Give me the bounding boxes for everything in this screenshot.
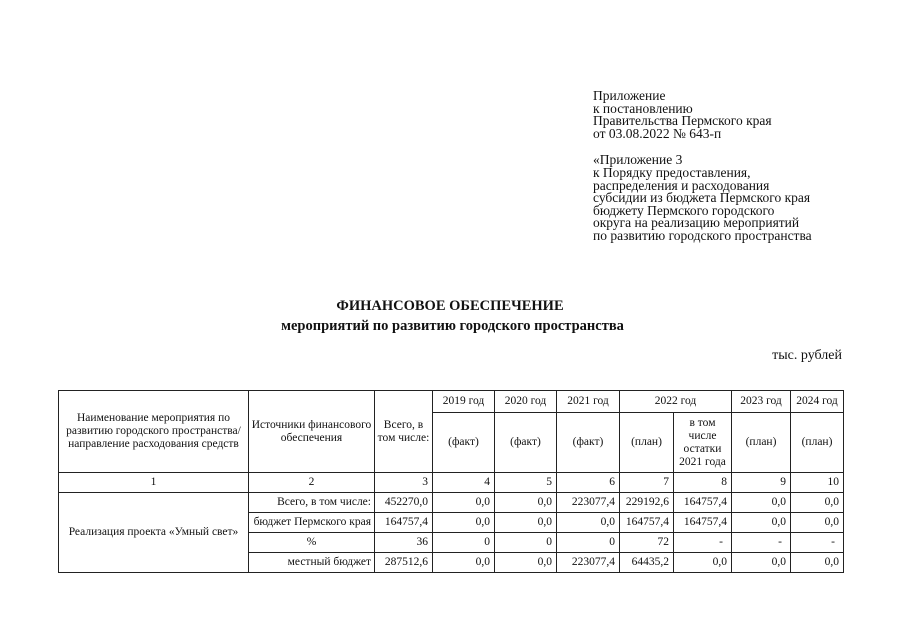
appendix-line: распределения и расходования bbox=[593, 177, 770, 193]
column-number: 10 bbox=[791, 473, 844, 493]
table-cell: 229192,6 bbox=[620, 493, 674, 513]
column-number: 2 bbox=[249, 473, 375, 493]
header-row-years bbox=[59, 391, 844, 413]
row-source: местный бюджет bbox=[249, 553, 375, 573]
table-cell: 0,0 bbox=[433, 513, 495, 533]
column-number: 1 bbox=[59, 473, 249, 493]
table-cell: 223077,4 bbox=[557, 553, 620, 573]
row-source: % bbox=[249, 533, 375, 553]
table-cell: 223077,4 bbox=[557, 493, 620, 513]
table-cell: 0 bbox=[495, 533, 557, 553]
header-remainder-2021: в том числе остатки 2021 года bbox=[674, 413, 732, 473]
table-cell: 164757,4 bbox=[674, 513, 732, 533]
table-cell: 0,0 bbox=[495, 493, 557, 513]
column-number: 7 bbox=[620, 473, 674, 493]
header-2021: 2021 год bbox=[557, 391, 620, 413]
appendix-line: от 03.08.2022 № 643-п bbox=[593, 125, 722, 141]
column-number: 3 bbox=[375, 473, 433, 493]
table-cell: 0,0 bbox=[732, 553, 791, 573]
header-total: Всего, в том числе: bbox=[375, 391, 433, 473]
table-cell: 0,0 bbox=[495, 553, 557, 573]
table-cell: 0 bbox=[557, 533, 620, 553]
row-source: Всего, в том числе: bbox=[249, 493, 375, 513]
table-cell: 0,0 bbox=[791, 513, 844, 533]
table-cell: 164757,4 bbox=[375, 513, 433, 533]
table-cell: 0,0 bbox=[791, 553, 844, 573]
table-cell: 164757,4 bbox=[620, 513, 674, 533]
table-cell: 287512,6 bbox=[375, 553, 433, 573]
table-cell: - bbox=[732, 533, 791, 553]
financing-table bbox=[58, 390, 844, 573]
appendix-line: к Порядку предоставления, bbox=[593, 164, 751, 180]
units-label: тыс. рублей bbox=[772, 348, 842, 363]
table-cell: - bbox=[674, 533, 732, 553]
table-cell: 0,0 bbox=[732, 513, 791, 533]
appendix-line: Приложение bbox=[593, 88, 666, 103]
table-cell: 0,0 bbox=[732, 493, 791, 513]
title-line-2: мероприятий по развитию городского пространства bbox=[281, 318, 624, 334]
header-2024: 2024 год bbox=[791, 391, 844, 413]
table-cell: 0,0 bbox=[791, 493, 844, 513]
appendix-line: округа на реализацию мероприятий bbox=[593, 215, 800, 231]
table-cell: 0 bbox=[433, 533, 495, 553]
appendix-line: бюджету Пермского городского bbox=[593, 202, 775, 218]
header-plan-2024: (план) bbox=[791, 413, 844, 473]
appendix-line: по развитию городского пространства bbox=[593, 227, 812, 243]
header-2019: 2019 год bbox=[433, 391, 495, 413]
header-2020: 2020 год bbox=[495, 391, 557, 413]
appendix-line: субсидии из бюджета Пермского края bbox=[593, 190, 811, 206]
table-cell: 36 bbox=[375, 533, 433, 553]
appendix-line: к постановлению bbox=[593, 100, 693, 116]
table-cell: 64435,2 bbox=[620, 553, 674, 573]
header-name: Наименование мероприятия по развитию городского пространства/направление расходования средств bbox=[59, 391, 249, 473]
project-name: Реализация проекта «Умный свет» bbox=[59, 493, 249, 573]
row-source: бюджет Пермского края bbox=[249, 513, 375, 533]
header-plan-2022: (план) bbox=[620, 413, 674, 473]
header-sources: Источники финансового обеспечения bbox=[249, 391, 375, 473]
column-number: 6 bbox=[557, 473, 620, 493]
column-number: 9 bbox=[732, 473, 791, 493]
table-cell: 0,0 bbox=[557, 513, 620, 533]
table-cell: 164757,4 bbox=[674, 493, 732, 513]
table-cell: 0,0 bbox=[433, 553, 495, 573]
table-row-total bbox=[59, 493, 844, 513]
title-line-1: ФИНАНСОВОЕ ОБЕСПЕЧЕНИЕ bbox=[336, 298, 564, 314]
appendix-block bbox=[593, 90, 812, 243]
header-fact-2021: (факт) bbox=[557, 413, 620, 473]
table-cell: 72 bbox=[620, 533, 674, 553]
header-fact-2020: (факт) bbox=[495, 413, 557, 473]
column-number: 8 bbox=[674, 473, 732, 493]
header-plan-2023: (план) bbox=[732, 413, 791, 473]
column-number-row bbox=[59, 473, 844, 493]
document-title bbox=[0, 296, 905, 336]
column-number: 4 bbox=[433, 473, 495, 493]
column-number: 5 bbox=[495, 473, 557, 493]
appendix-line: «Приложение 3 bbox=[593, 152, 683, 168]
table-cell: 0,0 bbox=[495, 513, 557, 533]
table-cell: 452270,0 bbox=[375, 493, 433, 513]
appendix-line: Правительства Пермского края bbox=[593, 113, 772, 129]
header-2023: 2023 год bbox=[732, 391, 791, 413]
header-fact-2019: (факт) bbox=[433, 413, 495, 473]
header-2022: 2022 год bbox=[620, 391, 732, 413]
table-cell: 0,0 bbox=[674, 553, 732, 573]
table-cell: - bbox=[791, 533, 844, 553]
table-cell: 0,0 bbox=[433, 493, 495, 513]
